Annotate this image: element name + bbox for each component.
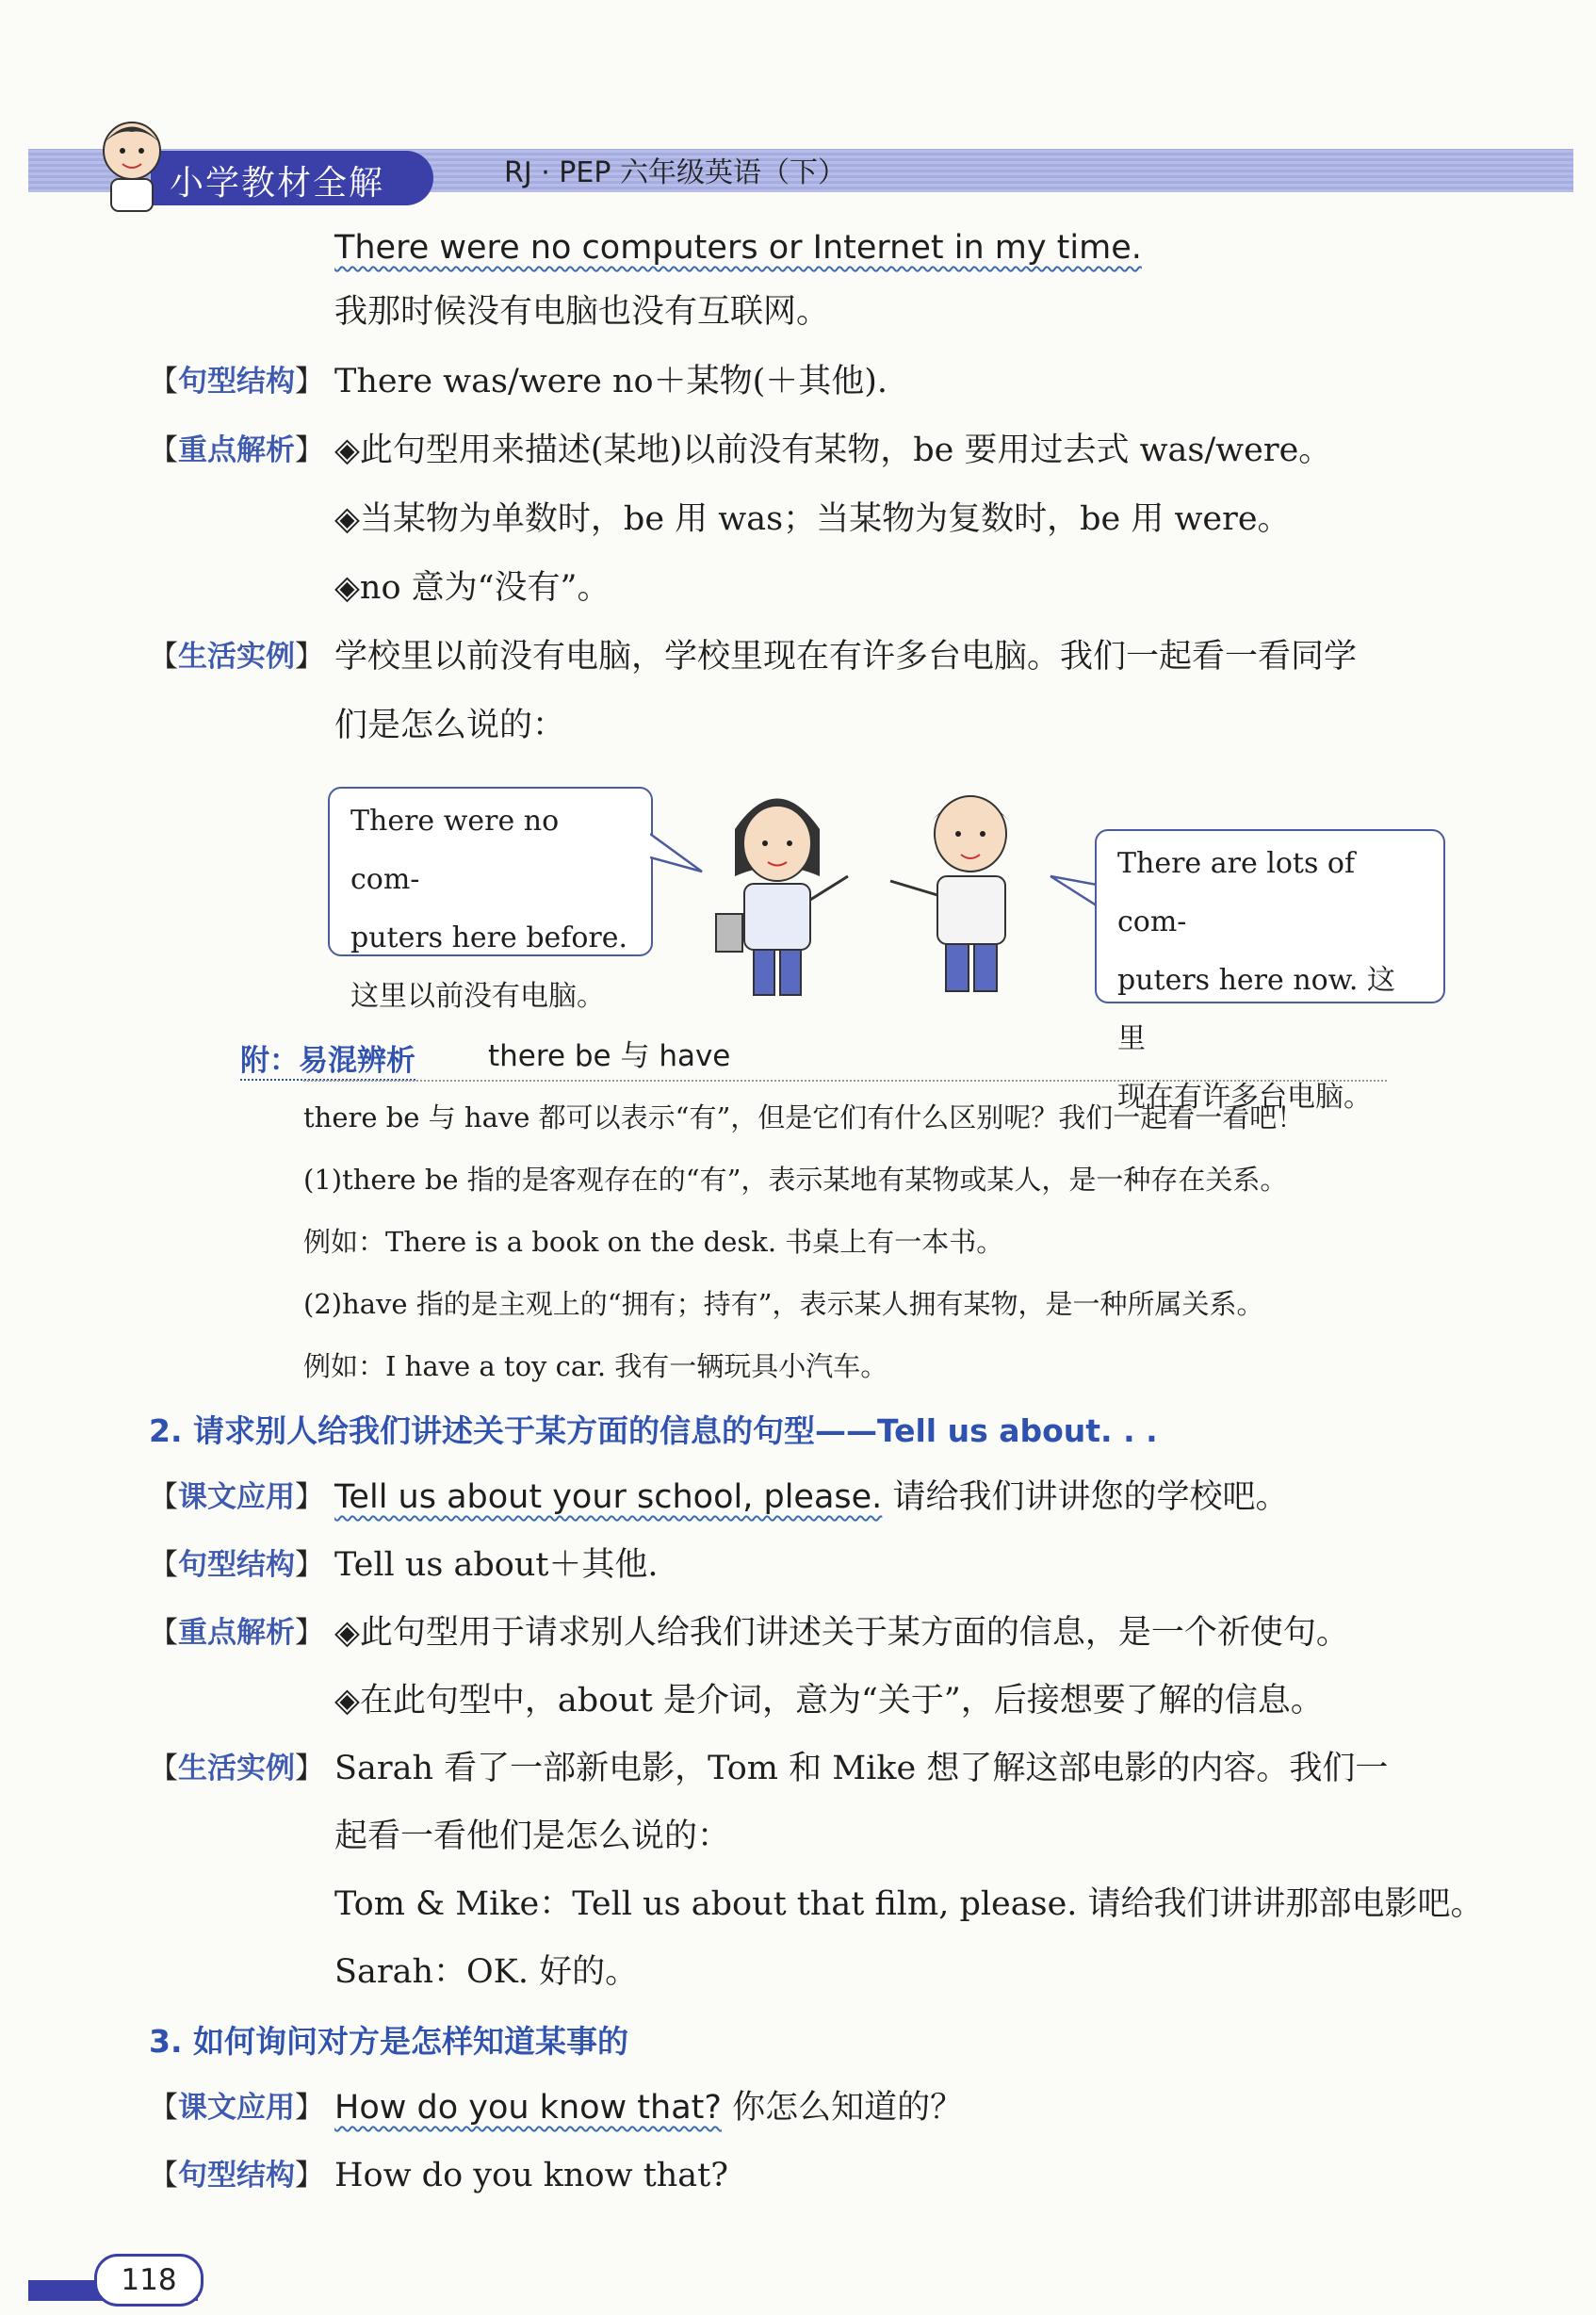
girl-illustration-icon: [697, 773, 857, 1008]
analysis-line: ◈no 意为“没有”。: [334, 569, 611, 607]
example-sentence-cn: 我那时候没有电脑也没有互联网。: [334, 293, 830, 331]
dialog-line: Sarah：OK. 好的。: [334, 1953, 639, 1991]
structure-text: How do you know that?: [334, 2157, 729, 2194]
tag-structure: 【句型结构】: [149, 1548, 324, 1582]
note-title: there be 与 have: [488, 1039, 731, 1073]
application-sentence: How do you know that? 你怎么知道的？: [334, 2089, 964, 2127]
structure-text: Tell us about＋其他.: [334, 1546, 659, 1584]
structure-text: There was/were no＋某物(＋其他).: [334, 363, 888, 400]
note-divider: [303, 1080, 1387, 1082]
brand-title: 小学教材全解: [170, 164, 385, 203]
analysis-line: ◈在此句型中，about 是介词，意为“关于”，后接想要了解的信息。: [334, 1682, 1324, 1720]
dialog-line: Tom & Mike：Tell us about that film, please. 请给我们讲讲那部电影吧。: [334, 1885, 1484, 1923]
tag-life-example: 【生活实例】: [149, 1752, 324, 1785]
note-heading: 附：易混辨析: [240, 1036, 415, 1081]
life-example-text: 们是怎么说的：: [334, 707, 566, 744]
note-line: 例如：I have a toy car. 我有一辆玩具小汽车。: [303, 1350, 888, 1382]
tag-structure: 【句型结构】: [149, 2159, 324, 2193]
tag-text-application: 【课文应用】: [149, 2091, 324, 2125]
life-example-text: Sarah 看了一部新电影，Tom 和 Mike 想了解这部电影的内容。我们一: [334, 1750, 1389, 1787]
section-heading-2: 2. 请求别人给我们讲述关于某方面的信息的句型——Tell us about. . .: [149, 1412, 1158, 1449]
analysis-line: ◈此句型用于请求别人给我们讲述关于某方面的信息，是一个祈使句。: [334, 1614, 1349, 1652]
tag-analysis: 【重点解析】: [149, 433, 324, 467]
note-line: 例如：There is a book on the desk. 书桌上有一本书。: [303, 1226, 1004, 1258]
note-line: there be 与 have 都可以表示“有”，但是它们有什么区别呢？我们一起看一看吧！: [303, 1101, 1305, 1133]
edition-label: RJ · PEP 六年级英语（下）: [504, 156, 846, 189]
tag-structure: 【句型结构】: [149, 365, 324, 399]
page-number: 118: [94, 2254, 204, 2307]
note-line: (1)there be 指的是客观存在的“有”，表示某地有某物或某人，是一种存在关系。: [303, 1164, 1288, 1196]
boy-illustration-icon: [876, 768, 1055, 1003]
tag-analysis: 【重点解析】: [149, 1616, 324, 1650]
tag-text-application: 【课文应用】: [149, 1480, 324, 1514]
tag-life-example: 【生活实例】: [149, 640, 324, 674]
speech-bubble-right: There are lots of com- puters here now. 这里 现在有许多台电脑。: [1095, 829, 1445, 1003]
bubble-tail-right: [1046, 867, 1102, 923]
analysis-line: ◈此句型用来描述(某地)以前没有某物，be 要用过去式 was/were。: [334, 432, 1332, 469]
example-sentence-en: There were no computers or Internet in my time.: [334, 229, 1142, 267]
application-sentence: Tell us about your school, please. 请给我们讲讲您的学校吧。: [334, 1478, 1289, 1516]
speech-bubble-left: There were no com- puters here before. 这里以前没有电脑。: [328, 787, 653, 956]
section-heading-3: 3. 如何询问对方是怎样知道某事的: [149, 2023, 628, 2060]
life-example-text: 学校里以前没有电脑，学校里现在有许多台电脑。我们一起看一看同学: [334, 638, 1358, 676]
note-line: (2)have 指的是主观上的“拥有；持有”，表示某人拥有某物，是一种所属关系。: [303, 1288, 1264, 1320]
life-example-text: 起看一看他们是怎么说的：: [334, 1818, 731, 1855]
analysis-line: ◈当某物为单数时，be 用 was；当某物为复数时，be 用 were。: [334, 500, 1291, 538]
